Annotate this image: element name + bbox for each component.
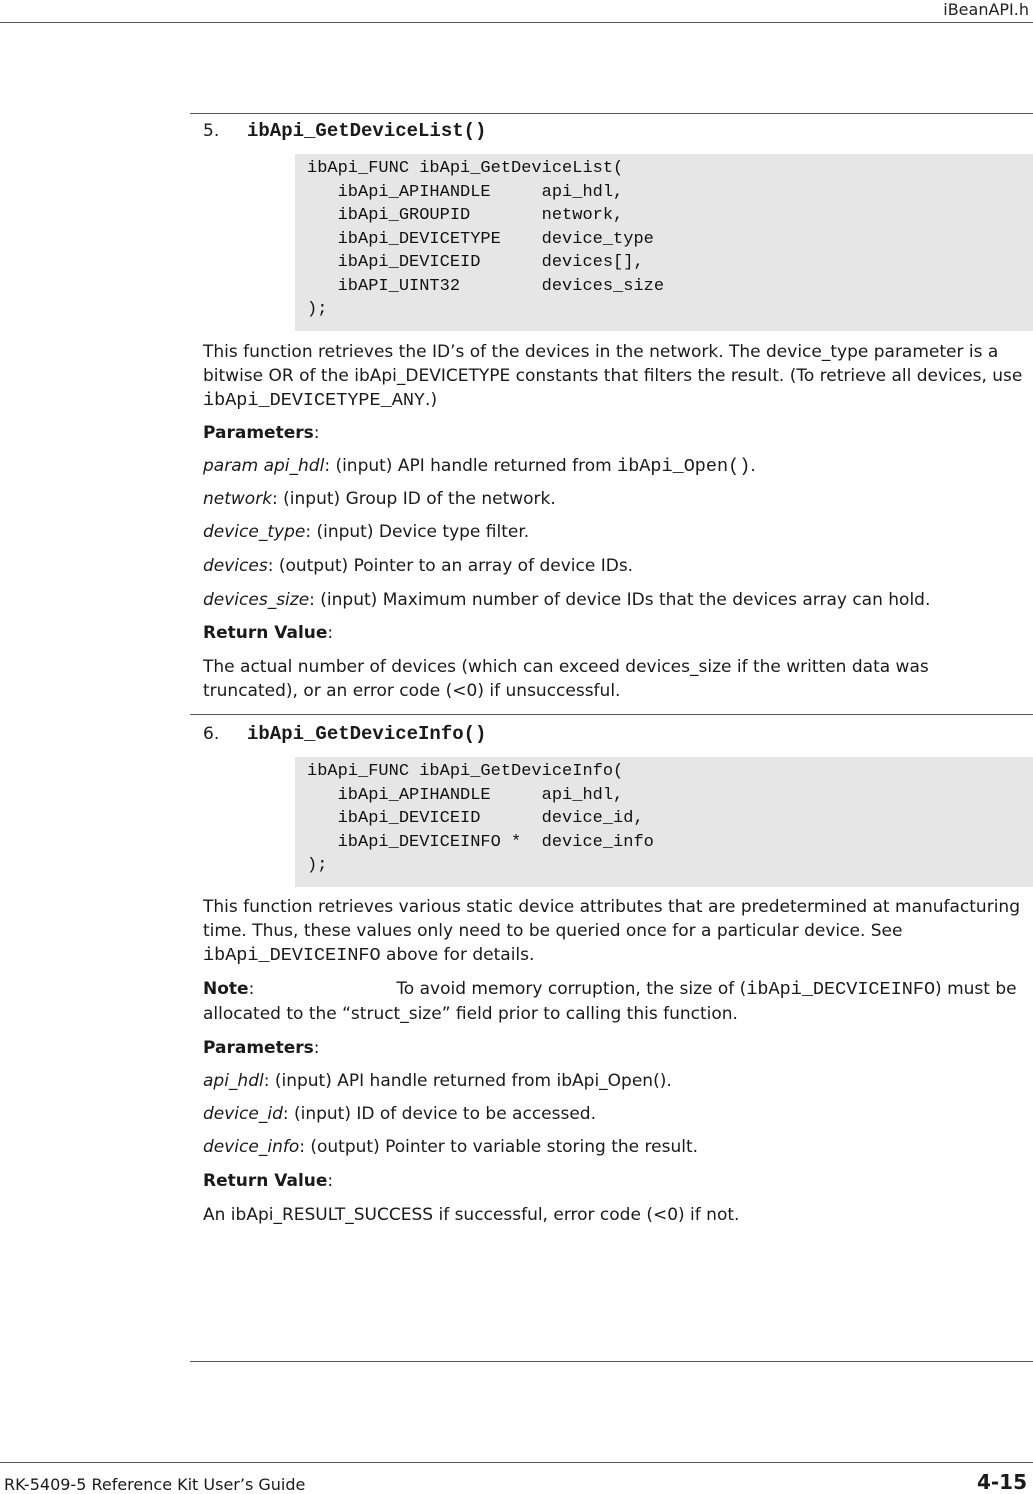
param-end: . xyxy=(750,456,756,476)
section-6-description-code: ibApi_DEVICEINFO xyxy=(203,945,381,966)
param-text: : (input) Maximum number of device IDs that the devices array can hold. xyxy=(309,590,931,610)
note-text: To avoid memory corruption, the size of ( xyxy=(396,979,747,999)
param-devices xyxy=(203,554,1028,578)
section-6-code-block: ibApi_FUNC ibApi_GetDeviceInfo( ibApi_APIHANDLE api_hdl, ibApi_DEVICEID device_id, ibApi_DEVICEINFO * device_info ); xyxy=(295,757,1033,887)
param-device-id xyxy=(203,1102,1028,1126)
section-6-rule xyxy=(190,714,1033,715)
section-5-description-text: This function retrieves the ID’s of the devices in the network. The device_type parameter is a bitwise OR of the ibApi_DEVICETYPE constants that filters the result. (To retrieve all devices, use xyxy=(203,342,1023,386)
section-5-number: 5. xyxy=(203,121,220,141)
parameters-colon: : xyxy=(313,423,320,443)
section-5-rule xyxy=(190,113,1033,114)
section-5-code-block: ibApi_FUNC ibApi_GetDeviceList( ibApi_APIHANDLE api_hdl, ibApi_GROUPID network, ibApi_DEVICETYPE device_type ibApi_DEVICEID devices[], ibAPI_UINT32 devices_size ); xyxy=(295,154,1033,331)
return-value-label: Return Value xyxy=(203,623,328,643)
param-name: param api_hdl xyxy=(203,456,325,476)
param-text: : (input) Group ID of the network. xyxy=(272,489,556,509)
note-label: Note xyxy=(203,979,249,999)
section-6-description xyxy=(203,895,1028,968)
param-text: : (output) Pointer to an array of device IDs. xyxy=(267,556,634,576)
note-end: ) must be allocated to the “struct_size” field prior to calling this function. xyxy=(203,979,1017,1024)
return-value-label: Return Value xyxy=(203,1171,328,1191)
section-6-number: 6. xyxy=(203,724,220,744)
param-name: devices_size xyxy=(203,590,310,610)
parameters-label: Parameters xyxy=(203,1038,314,1058)
param-device-type xyxy=(203,520,1028,544)
note-code: ibApi_DECVICEINFO xyxy=(746,979,936,1000)
content-end-rule xyxy=(190,1361,1033,1362)
param-name: network xyxy=(203,489,273,509)
param-code: ibApi_Open() xyxy=(617,456,751,477)
parameters-colon: : xyxy=(313,1038,320,1058)
param-devices-size xyxy=(203,588,1028,612)
section-6-parameters-heading xyxy=(203,1036,1028,1060)
param-api-hdl xyxy=(203,454,1028,479)
param-text: : (output) Pointer to variable storing the result. xyxy=(299,1137,699,1157)
section-6-note xyxy=(203,977,1028,1026)
section-5-description-end: .) xyxy=(425,390,438,410)
section-5-parameters-heading xyxy=(203,421,1028,445)
section-6-function-name: ibApi_GetDeviceInfo() xyxy=(247,723,487,745)
param-name: device_info xyxy=(203,1137,300,1157)
section-6-description-text: This function retrieves various static device attributes that are predetermined at manufacturing time. Thus, these values only need to be queried once for a particular device. See xyxy=(203,897,1020,941)
param-name: device_id xyxy=(203,1104,283,1124)
note-colon: : xyxy=(248,979,255,999)
section-5-return-heading xyxy=(203,621,1028,645)
param-api-hdl xyxy=(203,1069,1028,1093)
parameters-label: Parameters xyxy=(203,423,314,443)
section-6-return-heading xyxy=(203,1169,1028,1193)
running-header: iBeanAPI.h xyxy=(943,0,1029,19)
section-6-return-text: An ibApi_RESULT_SUCCESS if successful, error code (<0) if not. xyxy=(203,1205,740,1225)
return-colon: : xyxy=(327,623,334,643)
footer-title: RK-5409-5 Reference Kit User’s Guide xyxy=(4,1475,306,1494)
section-5-description-code: ibApi_DEVICETYPE_ANY xyxy=(203,390,426,411)
param-name: api_hdl xyxy=(203,1071,264,1091)
footer-rule xyxy=(0,1462,1033,1463)
param-name: devices xyxy=(203,556,268,576)
section-5-function-name: ibApi_GetDeviceList() xyxy=(247,120,487,142)
param-text: : (input) ID of device to be accessed. xyxy=(282,1104,596,1124)
section-6-description-end: above for details. xyxy=(380,945,535,965)
page-number: 4-15 xyxy=(976,1470,1027,1494)
param-text: : (input) API handle returned from ibApi_Open(). xyxy=(263,1071,672,1091)
return-colon: : xyxy=(327,1171,334,1191)
param-name: device_type xyxy=(203,522,306,542)
param-device-info xyxy=(203,1135,1028,1159)
header-rule xyxy=(0,22,1033,23)
section-5-return-text: The actual number of devices (which can exceed devices_size if the written data was truncated), or an error code (<0) if unsuccessful. xyxy=(203,657,929,701)
section-6-heading xyxy=(203,723,486,745)
section-5-heading xyxy=(203,120,486,142)
param-text: : (input) Device type filter. xyxy=(305,522,530,542)
param-text: : (input) API handle returned from xyxy=(324,456,618,476)
section-5-description xyxy=(203,340,1028,413)
param-network xyxy=(203,487,1028,511)
